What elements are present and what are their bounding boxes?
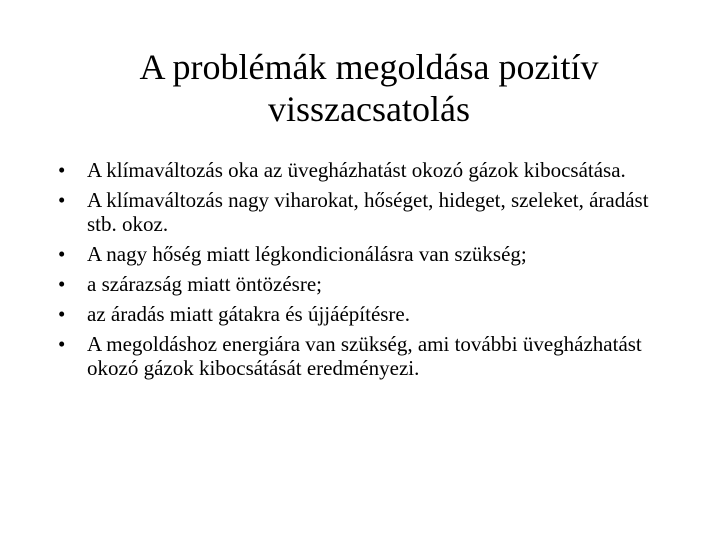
bullet-item <box>54 332 674 380</box>
bullet-icon: • <box>58 272 66 296</box>
bullet-item <box>54 302 674 326</box>
bullet-icon: • <box>58 332 66 356</box>
bullet-list <box>54 158 674 386</box>
bullet-icon: • <box>58 158 66 182</box>
bullet-text: a szárazság miatt öntözésre; <box>87 272 322 296</box>
bullet-icon: • <box>58 302 66 326</box>
bullet-item <box>54 272 674 296</box>
bullet-text: az áradás miatt gátakra és újjáépítésre. <box>87 302 410 326</box>
bullet-item <box>54 242 674 266</box>
bullet-icon: • <box>58 242 66 266</box>
bullet-text: A nagy hőség miatt légkondicionálásra van szükség; <box>87 242 527 266</box>
bullet-text: A megoldáshoz energiára van szükség, ami további üvegházhatást okozó gázok kibocsátását eredményezi. <box>87 332 642 380</box>
bullet-text: A klímaváltozás oka az üvegházhatást okozó gázok kibocsátása. <box>87 158 626 182</box>
bullet-text: A klímaváltozás nagy viharokat, hőséget, hideget, szeleket, áradást stb. okoz. <box>87 188 649 236</box>
bullet-item <box>54 188 674 236</box>
slide-title <box>54 46 684 130</box>
bullet-item <box>54 158 674 182</box>
slide-title-line-2: visszacsatolás <box>268 89 470 129</box>
bullet-icon: • <box>58 188 66 212</box>
slide-title-line-1: A problémák megoldása pozitív <box>139 47 599 87</box>
